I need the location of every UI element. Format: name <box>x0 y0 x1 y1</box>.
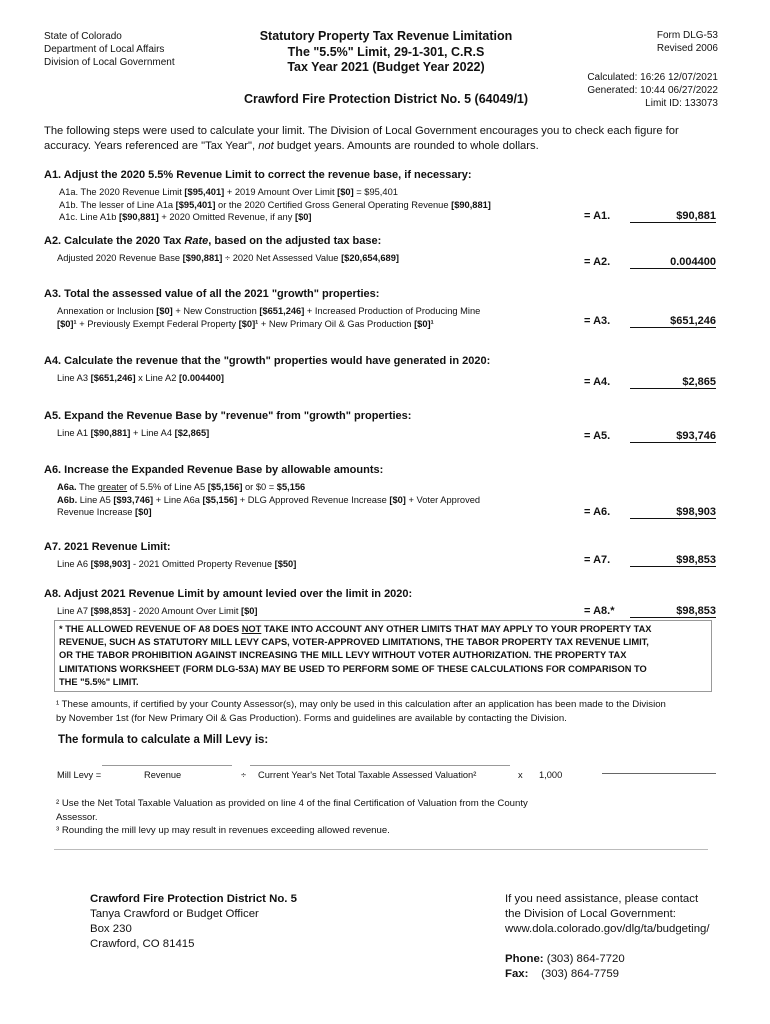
assistance-line-2: the Division of Local Government: <box>505 908 676 920</box>
form-title <box>222 29 550 76</box>
a3-value-2: [$651,246] <box>259 306 305 316</box>
a2-heading-b: , based on the adjusted tax base: <box>208 235 382 247</box>
a4-value: $2,865 <box>630 376 716 389</box>
times-symbol: x <box>518 770 523 780</box>
a3-text-3: + Increased Production of Producing Mine <box>304 306 481 316</box>
a1c-value-2: [$0] <box>294 212 312 222</box>
contact-box: Box 230 <box>90 923 132 935</box>
a5-value-1: [$90,881] <box>90 428 131 438</box>
a8-detail <box>57 605 258 618</box>
a6a-greater: greater <box>97 482 128 492</box>
warning-line-2: REVENUE, SUCH AS STATUTORY MILL LEVY CAPS, VOTER-APPROVED LIMITATIONS, THE TABOR PROPERTY TAX REVENUE LIMIT, <box>59 637 649 648</box>
a7-value: $98,853 <box>630 554 716 567</box>
a8-heading: A8. Adjust 2021 Revenue Limit by amount levied over the limit in 2020: <box>44 588 413 600</box>
footnote-2 <box>56 797 528 838</box>
a5-detail <box>57 427 209 440</box>
a4-heading: A4. Calculate the revenue that the "growth" properties would have generated in 2020: <box>44 355 491 367</box>
formula-heading: The formula to calculate a Mill Levy is: <box>58 734 269 746</box>
agency-block <box>44 30 175 69</box>
formula-revenue: Revenue <box>144 770 182 780</box>
a6b-line <box>57 494 480 507</box>
a1a-value-1: [$95,401] <box>184 187 225 197</box>
a3-value-3: [$0]¹ <box>57 318 77 329</box>
a7-text: Line A6 <box>57 559 91 569</box>
a1-detail <box>59 186 491 224</box>
warning-not: NOT <box>241 624 262 634</box>
assistance-line-1: If you need assistance, please contact <box>505 893 699 905</box>
a5-value: $93,746 <box>630 430 716 443</box>
limit-id: Limit ID: 133073 <box>645 98 718 109</box>
assistance-block <box>505 892 710 982</box>
a6a-line <box>57 481 480 494</box>
a1b-value-1: [$95,401] <box>175 199 216 210</box>
intro-not: not <box>258 140 274 152</box>
a6b-text-3: + DLG Approved Revenue Increase <box>237 494 390 505</box>
footnote-3: ³ Rounding the mill levy up may result in revenues exceeding allowed revenue. <box>56 825 390 836</box>
a2-value: 0.004400 <box>630 256 716 269</box>
a3-value-5: [$0]¹ <box>414 318 434 329</box>
warning-line-4: LIMITATIONS WORKSHEET (FORM DLG-53A) MAY BE USED TO PERFORM SOME OF THESE CALCULATIONS FOR COMPARISON TO <box>59 663 647 674</box>
divide-symbol: ÷ <box>241 770 247 780</box>
warning-text-2: TAKE INTO ACCOUNT ANY OTHER LIMITS THAT MAY APPLY TO YOUR PROPERTY TAX <box>261 624 652 634</box>
contact-officer: Tanya Crawford or Budget Officer <box>90 908 259 920</box>
a2-heading <box>44 235 381 247</box>
a6a-result: $5,156 <box>276 482 306 492</box>
a1a-text: A1a. The 2020 Revenue Limit <box>59 187 185 197</box>
assistance-spacer <box>505 937 710 952</box>
a3-line-2 <box>57 318 480 331</box>
a1c-text: A1c. Line A1b <box>59 212 119 222</box>
a6b-value-3: [$0] <box>389 494 406 505</box>
warning-line-1 <box>59 623 707 636</box>
a6a-text: The <box>76 482 98 492</box>
a3-line-1 <box>57 305 480 318</box>
a6-heading: A6. Increase the Expanded Revenue Base by allowable amounts: <box>44 464 384 476</box>
contact-name: Crawford Fire Protection District No. 5 <box>90 893 297 905</box>
intro-line-1: The following steps were used to calculate your limit. The Division of Local Government encourages you to check each figure for <box>44 125 679 137</box>
a3-text-4: + Previously Exempt Federal Property <box>76 318 239 329</box>
a3-text: Annexation or Inclusion <box>57 306 157 316</box>
fax-number: (303) 864-7759 <box>541 968 619 980</box>
a1a-value-2: [$0] <box>337 187 354 197</box>
a3-value-4: [$0]¹ <box>238 318 259 329</box>
a1b-text: A1b. The lesser of Line A1a <box>59 199 176 210</box>
intro-text-a: accuracy. Years referenced are "Tax Year", <box>44 140 259 152</box>
mill-levy-label: Mill Levy = <box>57 770 102 780</box>
a1c-line <box>59 211 491 224</box>
dola-website-link[interactable]: www.dola.colorado.gov/dlg/ta/budgeting/ <box>505 923 710 935</box>
a4-value-1: [$651,246] <box>90 373 136 383</box>
a8-warning-box <box>54 620 712 692</box>
title-line-1: Statutory Property Tax Revenue Limitation <box>259 29 513 43</box>
a1c-text-2: + 2020 Omitted Revenue, if any <box>158 212 295 222</box>
a5-label: = A5. <box>584 430 611 442</box>
fax-label: Fax: <box>505 968 529 980</box>
footnote-2-line-1: ² Use the Net Total Taxable Valuation as provided on line 4 of the final Certification of Valuation from the County <box>56 798 528 809</box>
a6-label: = A6. <box>584 506 611 518</box>
a3-value: $651,246 <box>630 315 716 328</box>
a4-text-2: x Line A2 <box>135 373 179 383</box>
a7-heading: A7. 2021 Revenue Limit: <box>44 541 171 553</box>
a2-label: = A2. <box>584 256 611 268</box>
district-contact <box>90 892 297 952</box>
a3-text-2: + New Construction <box>172 306 260 316</box>
a6b-value-1: [$93,746] <box>113 494 154 505</box>
title-line-3: Tax Year 2021 (Budget Year 2022) <box>287 60 485 74</box>
phone-line <box>505 952 710 967</box>
a5-heading: A5. Expand the Revenue Base by "revenue" from "growth" properties: <box>44 410 412 422</box>
a2-heading-a: A2. Calculate the 2020 Tax <box>44 235 185 247</box>
warning-line-3: OR THE TABOR PROHIBITION AGAINST INCREASING THE MILL LEVY WITHOUT VOTER AUTHORIZATION. THE PROPERTY TAX <box>59 650 627 661</box>
a6b-label: A6b. <box>57 494 78 505</box>
agency-state: State of Colorado <box>44 31 122 42</box>
a6b-text-5: Revenue Increase <box>57 507 136 517</box>
a1-label: = A1. <box>584 210 611 222</box>
formula-thousand: 1,000 <box>539 770 563 780</box>
a6-detail <box>57 481 480 519</box>
footnote-1-line-2: by November 1st (for New Primary Oil & Gas Production). Forms and guidelines are available by contacting the Division. <box>56 712 567 724</box>
intro-text-b: budget years. Amounts are rounded to whole dollars. <box>273 140 539 152</box>
a6a-text-2: of 5.5% of Line A5 <box>127 482 208 492</box>
a2-heading-rate: Rate <box>184 235 209 247</box>
a7-value-1: [$98,903] <box>90 559 131 569</box>
title-line-2: The "5.5%" Limit, 29-1-301, C.R.S <box>287 44 485 59</box>
footnote-1-line-1: ¹ These amounts, if certified by your County Assessor(s), may only be used in this calculation after an application has been made to the Division <box>56 699 666 710</box>
footnote-1 <box>56 698 666 725</box>
a4-detail <box>57 372 224 385</box>
phone-number: (303) 864-7720 <box>546 953 625 965</box>
intro-line-2 <box>44 139 734 154</box>
warning-text: * THE ALLOWED REVENUE OF A8 DOES <box>59 624 242 634</box>
generated-time: Generated: 10:44 06/27/2022 <box>587 85 718 96</box>
revenue-line-rule <box>102 765 232 766</box>
a2-text-2: ÷ 2020 Net Assessed Value <box>222 253 342 263</box>
a5-text: Line A1 <box>57 428 91 438</box>
a5-text-2: + Line A4 <box>130 428 175 438</box>
a6b-text-4: + Voter Approved <box>405 494 481 505</box>
form-number: Form DLG-53 <box>656 30 718 41</box>
a8-value: $98,853 <box>630 605 716 618</box>
a3-value-1: [$0] <box>156 306 173 316</box>
form-number-block <box>657 29 718 55</box>
a1-value: $90,881 <box>630 210 716 223</box>
a6b-value-4: [$0] <box>135 507 152 517</box>
form-revision: Revised 2006 <box>656 43 718 54</box>
a7-text-2: - 2021 Omitted Property Revenue <box>130 559 275 569</box>
a2-value-2: [$20,654,689] <box>341 253 399 263</box>
a1-heading: A1. Adjust the 2020 5.5% Revenue Limit to correct the revenue base, if necessary: <box>44 169 472 181</box>
formula-valuation: Current Year's Net Total Taxable Assessed Valuation² <box>258 770 477 780</box>
a7-detail <box>57 558 296 571</box>
footnote-2-line-2: Assessor. <box>56 811 98 823</box>
a6a-value-1: [$5,156] <box>207 482 243 492</box>
valuation-line-rule <box>250 765 510 766</box>
a1c-value-1: [$90,881] <box>118 212 159 222</box>
a7-value-2: [$50] <box>274 559 297 569</box>
a2-detail <box>57 252 399 265</box>
a3-text-5: + New Primary Oil & Gas Production <box>258 318 415 329</box>
a8-label: = A8.* <box>584 605 615 617</box>
mill-levy-result-line <box>602 773 716 774</box>
a1b-value-2: [$90,881] <box>451 199 491 210</box>
a4-value-2: [0.004400] <box>179 373 224 383</box>
contact-city: Crawford, CO 81415 <box>90 938 195 950</box>
a5-value-2: [$2,865] <box>174 428 210 438</box>
fax-line <box>505 967 710 982</box>
a2-value-1: [$90,881] <box>182 253 223 263</box>
warning-line-5: THE "5.5%" LIMIT. <box>59 676 139 687</box>
a6-value: $98,903 <box>630 506 716 519</box>
a6b-line-2 <box>57 506 480 519</box>
a6a-text-3: or $0 = <box>242 482 277 492</box>
a1a-text-2: + 2019 Amount Over Limit <box>224 187 338 197</box>
a8-text-2: - 2020 Amount Over Limit <box>130 606 241 616</box>
a3-detail <box>57 305 480 330</box>
a1a-result: = $95,401 <box>353 187 398 197</box>
a6b-text-2: + Line A6a <box>153 494 203 505</box>
agency-department: Department of Local Affairs <box>44 44 165 55</box>
intro-paragraph <box>44 124 734 154</box>
a3-heading: A3. Total the assessed value of all the 2021 "growth" properties: <box>44 288 380 300</box>
a6b-text: Line A5 <box>77 494 114 505</box>
a1a-line <box>59 186 491 199</box>
agency-division: Division of Local Government <box>44 57 175 68</box>
a7-label: = A7. <box>584 554 611 566</box>
a4-label: = A4. <box>584 376 611 388</box>
a8-value-2: [$0] <box>241 606 258 616</box>
district-name: Crawford Fire Protection District No. 5 (64049/1) <box>243 92 529 106</box>
phone-label: Phone: <box>505 953 544 965</box>
a1b-line <box>59 199 491 212</box>
a1b-text-2: or the 2020 Certified Gross General Operating Revenue <box>215 199 452 210</box>
calculated-time: Calculated: 16:26 12/07/2021 <box>587 72 718 83</box>
section-divider <box>54 849 708 850</box>
a4-text: Line A3 <box>57 373 91 383</box>
a6b-value-2: [$5,156] <box>202 494 238 505</box>
a8-text: Line A7 <box>57 606 91 616</box>
a2-text: Adjusted 2020 Revenue Base <box>57 253 183 263</box>
generation-meta <box>587 71 718 110</box>
a6a-label: A6a. <box>57 482 77 492</box>
a8-value-1: [$98,853] <box>90 606 131 616</box>
a3-label: = A3. <box>584 315 611 327</box>
